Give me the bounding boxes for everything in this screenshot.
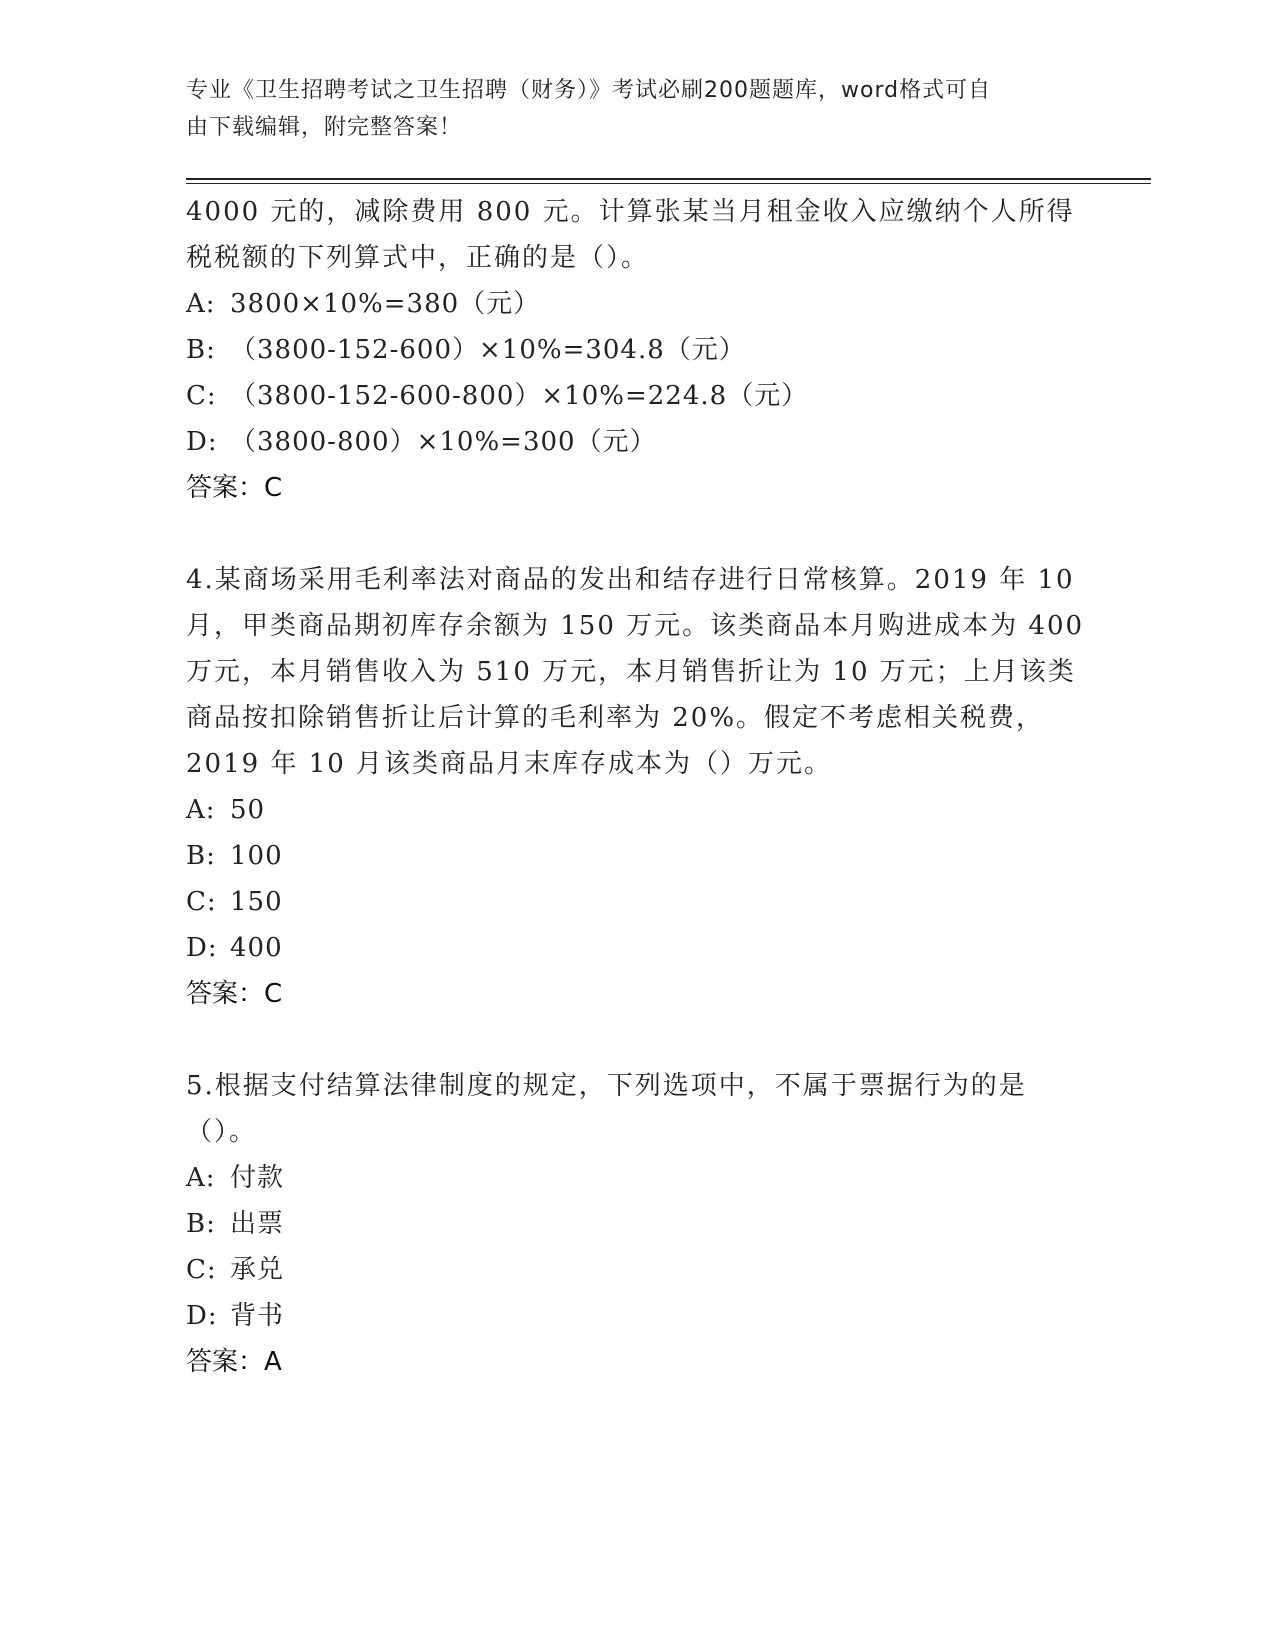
question-4-stem-line-5: 2019 年 10 月该类商品月末库存成本为（）万元。 (186, 749, 833, 779)
option-text: （3800-152-600）×10%=304.8（元） (230, 335, 746, 365)
option-label: B: (186, 1209, 216, 1239)
question-4-stem-line-3: 万元，本月销售收入为 510 万元，本月销售折让为 10 万元；上月该类 (186, 657, 1076, 687)
question-4-option-a (186, 787, 1086, 833)
question-3 (186, 189, 1086, 511)
question-3-answer: 答案：C (186, 473, 283, 503)
option-text: 承兑 (230, 1255, 285, 1285)
option-label: A: (186, 795, 216, 825)
question-4 (186, 557, 1086, 1017)
option-label: B: (186, 335, 216, 365)
option-label: D: (186, 427, 218, 457)
option-text: 出票 (230, 1209, 285, 1239)
question-4-stem-line-1: 4.某商场采用毛利率法对商品的发出和结存进行日常核算。2019 年 10 (186, 565, 1075, 595)
header-line-2: 由下载编辑，附完整答案！ (186, 115, 463, 140)
option-label: C: (186, 887, 217, 917)
question-5-answer: 答案：A (186, 1347, 282, 1377)
question-5-option-a (186, 1155, 1086, 1201)
question-4-option-b (186, 833, 1086, 879)
question-5-option-c (186, 1247, 1086, 1293)
option-label: A: (186, 289, 216, 319)
question-3-stem-line-1: 4000 元的，减除费用 800 元。计算张某当月租金收入应缴纳个人所得 (186, 197, 1075, 227)
option-text: 付款 (230, 1163, 285, 1193)
spacer (186, 1017, 1086, 1063)
option-label: A: (186, 1163, 216, 1193)
question-3-stem-line-2: 税税额的下列算式中，正确的是（）。 (186, 243, 650, 273)
question-3-option-a (186, 281, 1086, 327)
option-text: 3800×10%=380（元） (230, 289, 541, 319)
question-5-stem-line-1: 5.根据支付结算法律制度的规定，下列选项中，不属于票据行为的是 (186, 1071, 1027, 1101)
question-4-option-c (186, 879, 1086, 925)
question-5-option-d (186, 1293, 1086, 1339)
option-label: C: (186, 381, 217, 411)
option-text: 400 (230, 933, 283, 963)
question-3-option-c (186, 373, 1086, 419)
question-5 (186, 1063, 1086, 1385)
question-4-option-d (186, 925, 1086, 971)
question-3-option-d (186, 419, 1086, 465)
question-3-option-b (186, 327, 1086, 373)
option-text: 背书 (230, 1301, 285, 1331)
spacer (186, 511, 1086, 557)
question-list (186, 189, 1086, 1385)
question-5-stem-line-2: （）。 (186, 1117, 258, 1147)
option-label: D: (186, 933, 218, 963)
question-4-stem-line-4: 商品按扣除销售折让后计算的毛利率为 20%。假定不考虑相关税费， (186, 703, 1045, 733)
option-text: （3800-800）×10%=300（元） (230, 427, 657, 457)
question-4-answer: 答案：C (186, 979, 283, 1009)
option-text: （3800-152-600-800）×10%=224.8（元） (230, 381, 809, 411)
document-header (186, 72, 1066, 146)
option-text: 50 (230, 795, 266, 825)
question-5-option-b (186, 1201, 1086, 1247)
option-label: B: (186, 841, 216, 871)
option-text: 100 (230, 841, 283, 871)
option-label: C: (186, 1255, 217, 1285)
header-divider-thin (186, 183, 1151, 184)
header-divider-thick (186, 178, 1151, 180)
option-label: D: (186, 1301, 218, 1331)
option-text: 150 (230, 887, 283, 917)
question-4-stem-line-2: 月，甲类商品期初库存余额为 150 万元。该类商品本月购进成本为 400 (186, 611, 1085, 641)
header-line-1: 专业《卫生招聘考试之卫生招聘（财务）》考试必刷200题题库，word格式可自 (186, 78, 992, 103)
